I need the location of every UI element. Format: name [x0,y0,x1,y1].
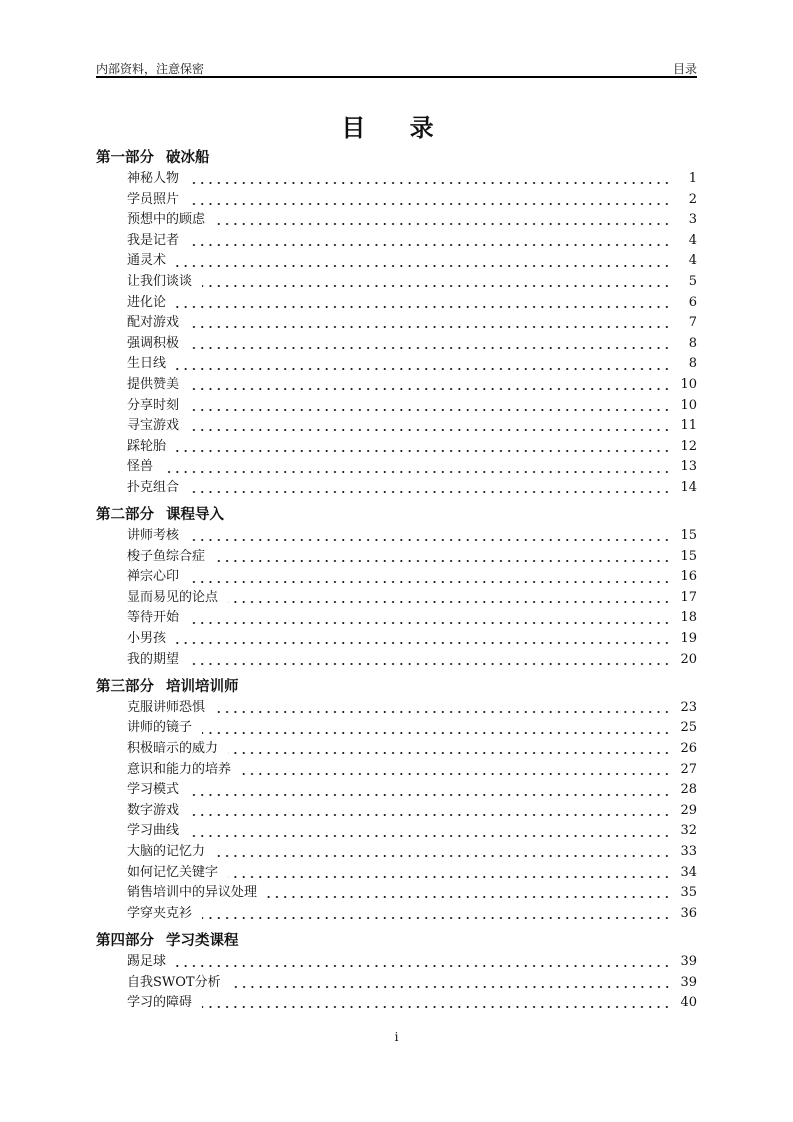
toc-entry-page: 8 [688,356,697,372]
toc-entry-label: 自我SWOT分析 [127,974,221,990]
toc-part-heading[interactable] [96,676,697,698]
toc-entry[interactable] [96,952,697,973]
toc-entry-label: 如何记忆关键字 [127,864,219,880]
toc-entry-page: 27 [680,761,697,777]
toc-entry-page: 11 [680,418,697,434]
part-number: 第三部分 [96,678,154,695]
toc-entry[interactable] [96,904,697,925]
toc-entry[interactable] [96,231,697,252]
toc-entry-page: 39 [680,974,697,990]
toc-entry[interactable] [96,437,697,458]
toc-entry-page: 17 [680,589,697,605]
toc-entry-page: 23 [680,699,697,715]
part-title: 培训培训师 [166,678,239,695]
toc-entry[interactable] [96,478,697,499]
toc-entry-page: 28 [680,782,697,798]
toc-part-heading[interactable] [96,147,697,169]
toc-entry-label: 禅宗心印 [127,569,180,585]
toc-entry[interactable] [96,780,697,801]
toc-entry[interactable] [96,334,697,355]
toc-entry[interactable] [96,190,697,211]
toc-entry[interactable] [96,547,697,568]
toc-entry-page: 39 [680,953,697,969]
header-confidential-note: 内部资料，注意保密 [96,62,205,76]
dot-leader [189,181,671,185]
toc-entry-page: 29 [680,802,697,818]
toc-entry-page: 14 [680,479,697,495]
toc-entry-label: 提供赞美 [127,376,180,392]
toc-entry[interactable] [96,883,697,904]
toc-entry-label: 等待开始 [127,610,180,626]
toc-entry-page: 15 [680,548,697,564]
dot-leader [215,854,671,858]
toc-entry[interactable] [96,272,697,293]
dot-leader [189,662,671,666]
toc-entry-page: 2 [688,191,697,207]
table-of-contents [96,147,697,1014]
part-title: 学习类课程 [166,932,239,949]
dot-leader [189,834,671,838]
toc-entry-label: 学习模式 [127,782,180,798]
dot-leader [189,408,671,412]
toc-entry[interactable] [96,608,697,629]
part-title: 课程导入 [166,507,224,524]
dot-leader [189,580,671,584]
toc-entry[interactable] [96,760,697,781]
dot-leader [176,964,671,968]
toc-entry-label: 梭子鱼综合症 [127,548,206,564]
toc-entry[interactable] [96,526,697,547]
toc-entry-page: 20 [680,651,697,667]
toc-entry-page: 26 [680,741,697,757]
toc-entry-label: 进化论 [127,294,167,310]
toc-entry-page: 25 [680,720,697,736]
dot-leader [189,538,671,542]
page-title: 目 录 [341,114,452,142]
toc-entry-page: 13 [680,459,697,475]
dot-leader [189,490,671,494]
toc-entry-label: 踢足球 [127,953,167,969]
toc-entry-label: 克服讲师恐惧 [127,699,206,715]
toc-entry-page: 6 [688,294,697,310]
dot-leader [189,325,671,329]
toc-entry-label: 预想中的顾虑 [127,212,206,228]
toc-entry-label: 扑克组合 [127,479,180,495]
toc-entry-label: 寻宝游戏 [127,418,180,434]
toc-entry-page: 4 [688,253,697,269]
toc-entry-label: 积极暗示的威力 [127,741,219,757]
toc-entry[interactable] [96,375,697,396]
dot-leader [215,559,671,563]
part-number: 第四部分 [96,932,154,949]
toc-entry-page: 5 [688,273,697,289]
header-rule [96,76,697,78]
dot-leader [215,222,671,226]
toc-entry-page: 12 [680,438,697,454]
toc-entry-label: 踩轮胎 [127,438,167,454]
dot-leader [163,470,671,474]
dot-leader [228,751,671,755]
toc-entry-label: 怪兽 [127,459,154,475]
toc-entry[interactable] [96,739,697,760]
dot-leader [241,772,671,776]
toc-entry[interactable] [96,993,697,1014]
toc-entry[interactable] [96,210,697,231]
dot-leader [189,346,671,350]
toc-entry-page: 35 [680,885,697,901]
toc-entry[interactable] [96,588,697,609]
toc-entry-label: 神秘人物 [127,171,180,186]
toc-entry-page: 40 [680,995,697,1011]
toc-entry-label: 强调积极 [127,335,180,351]
toc-entry-label: 讲师考核 [127,528,180,544]
dot-leader [202,1005,671,1009]
dot-leader [215,710,671,714]
dot-leader [231,985,671,989]
toc-entry-page: 18 [680,610,697,626]
dot-leader [176,264,671,268]
toc-entry[interactable] [96,718,697,739]
toc-entry-page: 33 [680,844,697,859]
toc-entry-label: 学穿夹克衫 [127,905,193,921]
dot-leader [228,875,671,879]
toc-entry-label: 分享时刻 [127,397,180,413]
toc-entry[interactable] [96,650,697,671]
dot-leader [189,621,671,625]
toc-entry-label: 学习曲线 [127,823,180,839]
toc-entry-page: 36 [680,905,697,921]
header-section-title: 目录 [672,62,697,76]
toc-entry-label: 数字游戏 [127,802,180,818]
toc-entry-page: 34 [680,864,697,880]
part-number: 第二部分 [96,507,154,524]
toc-entry-label: 显而易见的论点 [127,589,219,605]
toc-entry-label: 生日线 [127,356,167,372]
toc-entry[interactable] [96,396,697,417]
toc-entry[interactable] [96,251,697,272]
dot-leader [176,305,671,309]
toc-entry[interactable] [96,698,697,719]
toc-entry-page: 10 [680,397,697,413]
toc-entry-page: 16 [680,569,697,585]
toc-part-heading[interactable] [96,930,697,952]
toc-entry-label: 配对游戏 [127,315,180,331]
toc-entry-label: 销售培训中的异议处理 [127,885,258,901]
dot-leader [202,284,671,288]
toc-entry-page: 4 [688,232,697,248]
toc-entry-label: 我是记者 [127,232,180,248]
toc-entry[interactable] [96,629,697,650]
toc-entry-page: 15 [680,528,697,544]
part-title: 破冰船 [166,150,210,166]
dot-leader [189,428,671,432]
part-number: 第一部分 [96,150,154,166]
dot-leader [202,731,671,735]
toc-entry[interactable] [96,169,697,190]
dot-leader [176,641,671,645]
toc-entry-page: 19 [680,631,697,647]
toc-entry-label: 让我们谈谈 [127,273,193,289]
toc-entry[interactable] [96,313,697,334]
toc-entry[interactable] [96,293,697,314]
toc-entry-label: 小男孩 [127,631,167,647]
toc-entry[interactable] [96,842,697,863]
dot-leader [189,813,671,817]
toc-entry[interactable] [96,801,697,822]
toc-entry-label: 学员照片 [127,191,180,207]
toc-entry-page: 1 [688,171,697,186]
dot-leader [202,916,671,920]
toc-entry[interactable] [96,567,697,588]
toc-entry[interactable] [96,863,697,884]
toc-entry[interactable] [96,973,697,994]
dot-leader [189,243,671,247]
dot-leader [176,367,671,371]
toc-entry[interactable] [96,416,697,437]
toc-entry-label: 学习的障碍 [127,995,193,1011]
toc-entry-label: 我的期望 [127,651,180,667]
toc-entry-label: 讲师的镜子 [127,720,193,736]
dot-leader [189,387,671,391]
dot-leader [176,449,671,453]
dot-leader [267,895,671,899]
toc-entry-label: 意识和能力的培养 [127,761,232,777]
toc-entry-page: 8 [688,335,697,351]
toc-entry-page: 10 [680,376,697,392]
toc-entry[interactable] [96,354,697,375]
dot-leader [189,202,671,206]
toc-entry[interactable] [96,457,697,478]
dot-leader [189,793,671,797]
toc-entry-page: 3 [688,212,697,228]
page-number: i [394,1030,399,1044]
toc-entry[interactable] [96,821,697,842]
toc-entry-page: 7 [688,315,697,331]
toc-entry-label: 通灵术 [127,253,167,269]
toc-entry-page: 32 [680,823,697,839]
dot-leader [228,600,671,604]
toc-part-heading[interactable] [96,504,697,526]
toc-entry-label: 大脑的记忆力 [127,844,206,859]
